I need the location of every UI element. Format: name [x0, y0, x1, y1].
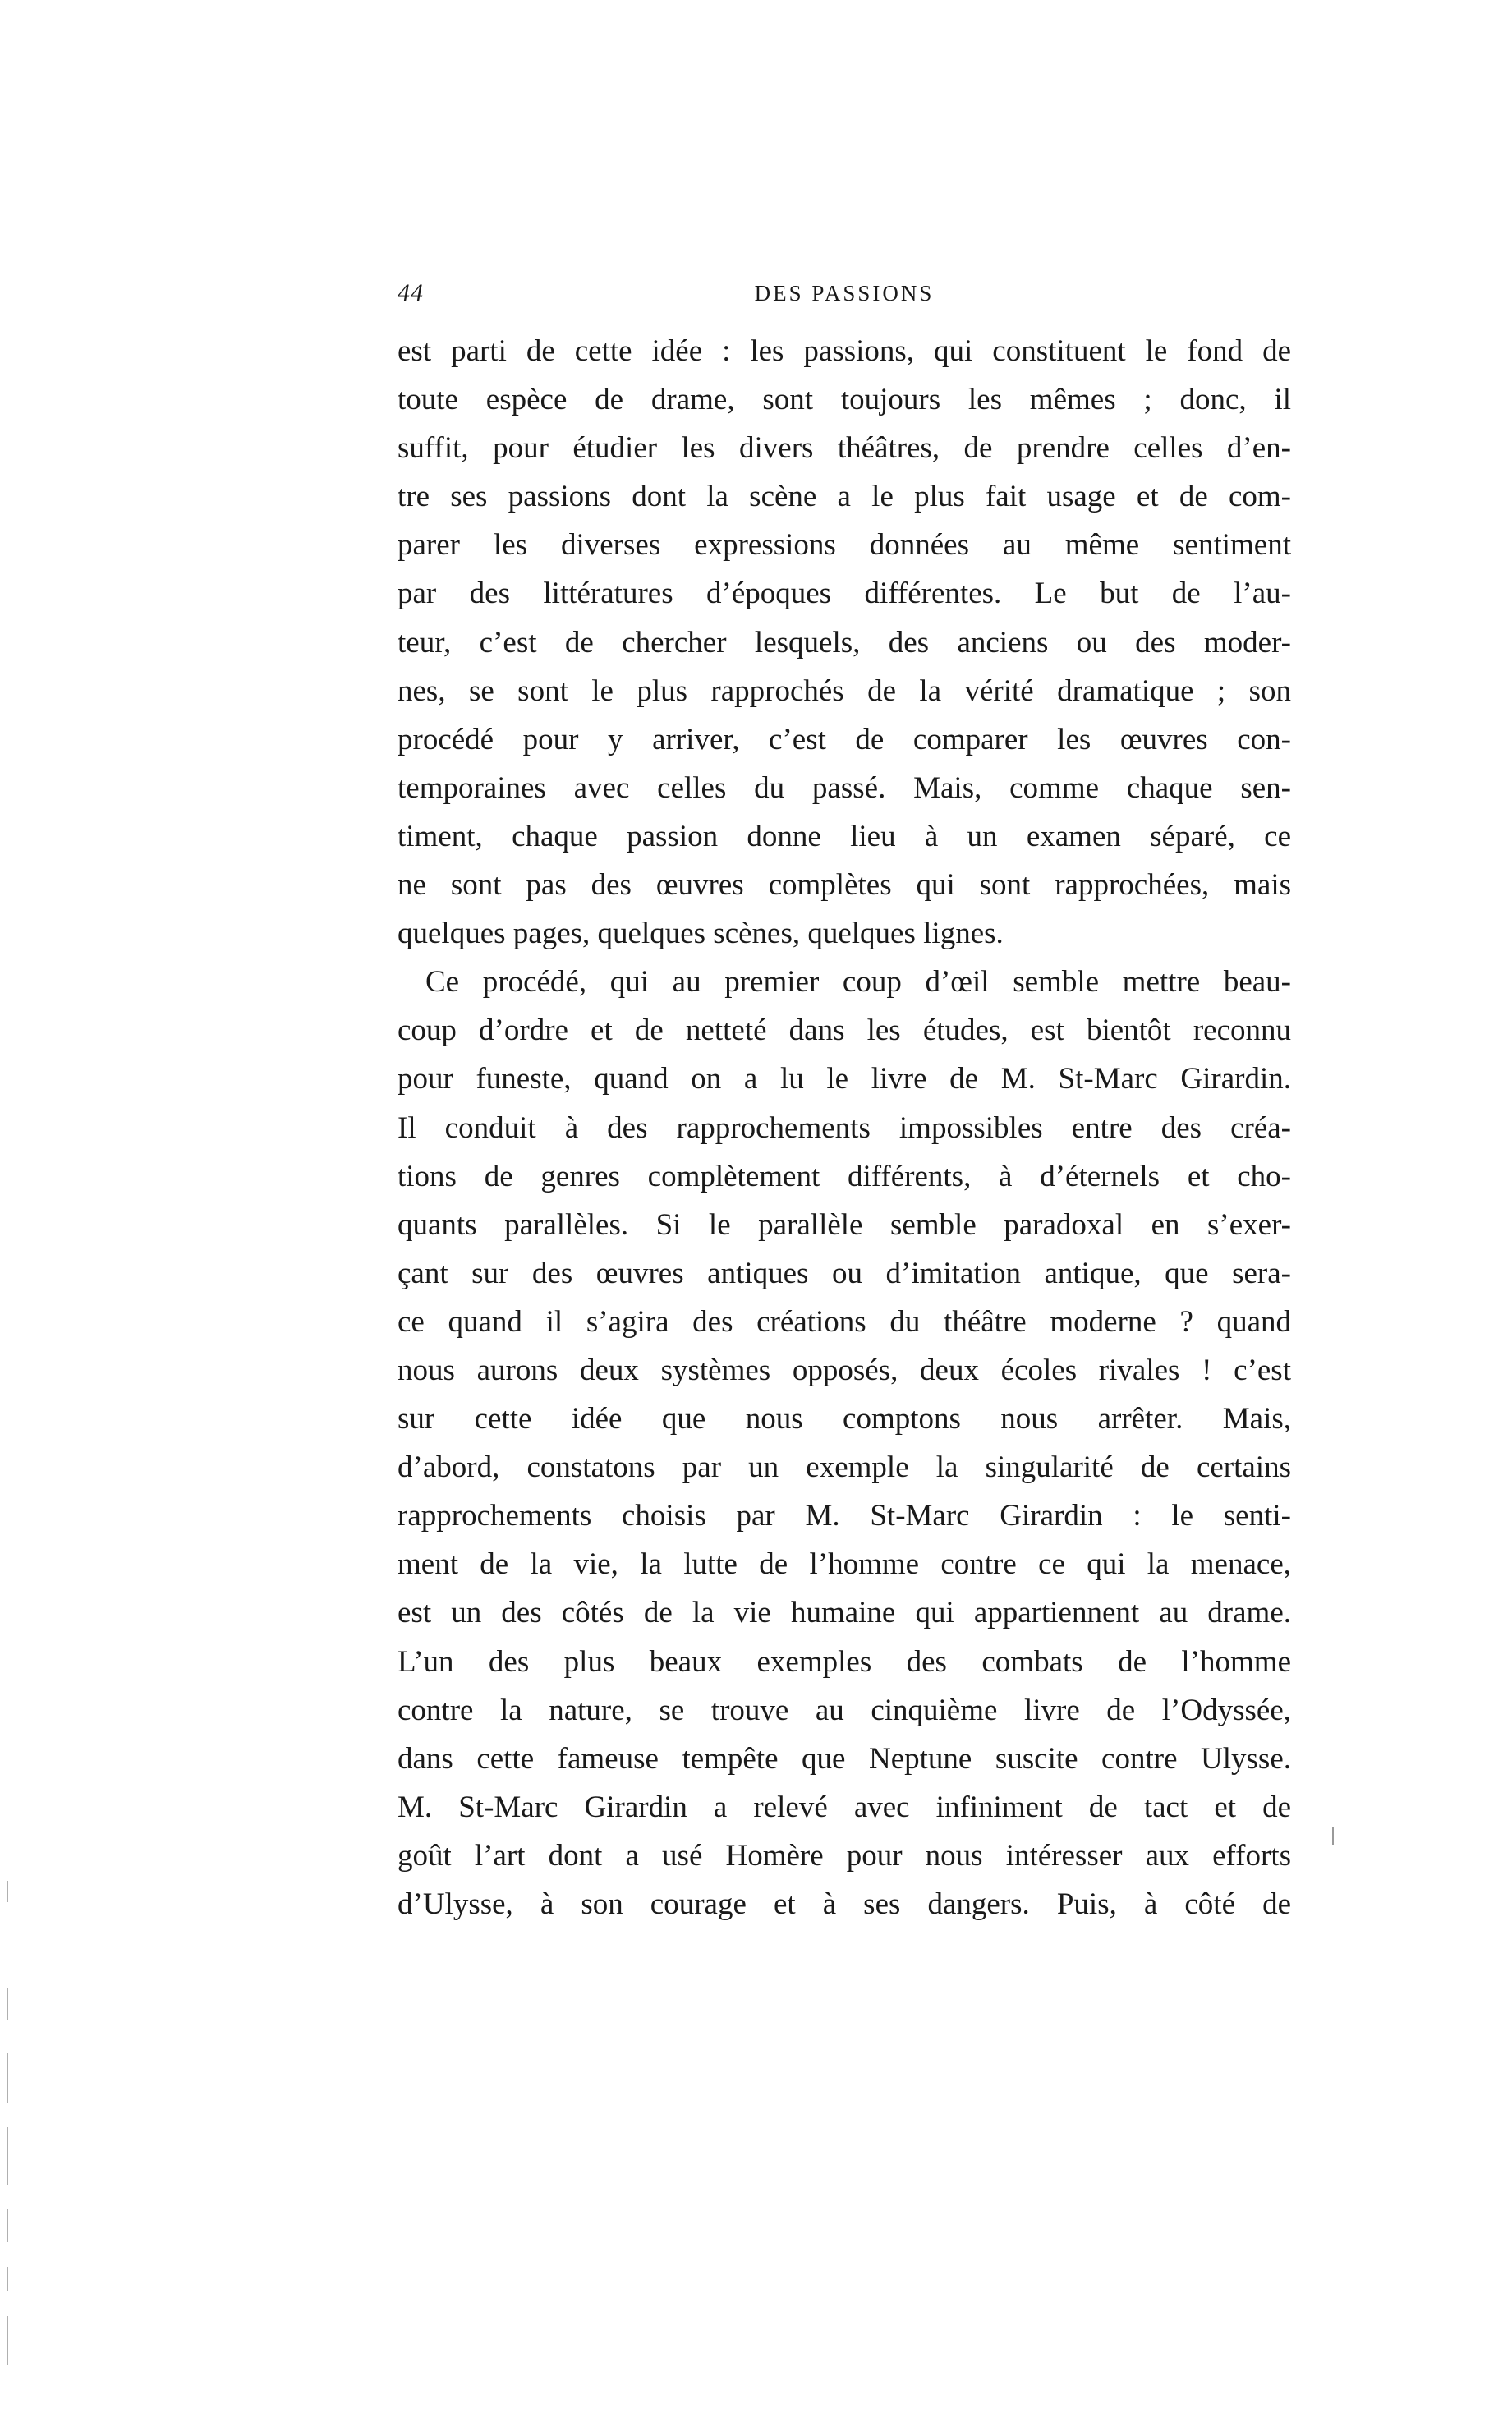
text-line: goût l’art dont a usé Homère pour nous intéresser aux efforts — [398, 1838, 1291, 1873]
paragraph-2 — [398, 958, 1291, 1928]
text-line: sur cette idée que nous comptons nous arrêter. Mais, — [398, 1402, 1291, 1436]
text-line: M. St-Marc Girardin a relevé avec infiniment de tact et de — [398, 1790, 1291, 1824]
text-line: nous aurons deux systèmes opposés, deux écoles rivales ! c’est — [398, 1353, 1291, 1387]
text-line: toute espèce de drame, sont toujours les mêmes ; donc, il — [398, 383, 1291, 417]
text-line: nes, se sont le plus rapprochés de la vérité dramatique ; son — [398, 673, 1291, 708]
text-line: tions de genres complètement différents, à d’éternels et cho- — [398, 1159, 1291, 1193]
text-line: L’un des plus beaux exemples des combats de l’homme — [398, 1644, 1291, 1679]
text-line: suffit, pour étudier les divers théâtres, de prendre celles d’en- — [398, 431, 1291, 466]
text-line: temporaines avec celles du passé. Mais, comme chaque sen- — [398, 770, 1291, 805]
text-line: coup d’ordre et de netteté dans les études, est bientôt reconnu — [398, 1014, 1291, 1048]
text-line: parer les diverses expressions données au même sentiment — [398, 528, 1291, 563]
page-number: 44 — [398, 279, 424, 306]
text-line: Ce procédé, qui au premier coup d’œil semble mettre beau- — [425, 965, 1291, 1000]
text-line: ne sont pas des œuvres complètes qui sont rapprochées, mais — [398, 868, 1291, 903]
text-line: timent, chaque passion donne lieu à un examen séparé, ce — [398, 819, 1291, 853]
text-line: ce quand il s’agira des créations du théâtre moderne ? quand — [398, 1304, 1291, 1339]
gutter-speck — [7, 2209, 8, 2242]
body-text — [398, 327, 1291, 1928]
gutter-speck — [7, 2053, 8, 2103]
text-line: pour funeste, quand on a lu le livre de M. St-Marc Girardin. — [398, 1062, 1291, 1096]
gutter-speck — [7, 1881, 8, 1902]
text-line: est un des côtés de la vie humaine qui appartiennent au drame. — [398, 1596, 1291, 1630]
margin-speck — [1332, 1827, 1334, 1845]
text-line: contre la nature, se trouve au cinquième livre de l’Odyssée, — [398, 1693, 1291, 1727]
gutter-speck — [7, 2267, 8, 2291]
text-line: dans cette fameuse tempête que Neptune suscite contre Ulysse. — [398, 1741, 1291, 1776]
text-line: d’Ulysse, à son courage et à ses dangers. Puis, à côté de — [398, 1887, 1291, 1921]
text-line: par des littératures d’époques différentes. Le but de l’au- — [398, 577, 1291, 611]
text-line: tre ses passions dont la scène a le plus fait usage et de com- — [398, 480, 1291, 514]
text-line: est parti de cette idée : les passions, qui constituent le fond de — [398, 334, 1291, 368]
text-line: quants parallèles. Si le parallèle semble paradoxal en s’exer- — [398, 1207, 1291, 1242]
gutter-speck — [7, 2127, 8, 2185]
running-title: DES PASSIONS — [754, 281, 935, 306]
text-line: ment de la vie, la lutte de l’homme contre ce qui la menace, — [398, 1547, 1291, 1582]
gutter-speck — [7, 2316, 8, 2365]
text-line: procédé pour y arriver, c’est de comparer les œuvres con- — [398, 722, 1291, 756]
text-line: çant sur des œuvres antiques ou d’imitation antique, que sera- — [398, 1256, 1291, 1290]
gutter-speck — [7, 1988, 8, 2020]
text-line: d’abord, constatons par un exemple la singularité de certains — [398, 1450, 1291, 1485]
text-line: rapprochements choisis par M. St-Marc Girardin : le senti- — [398, 1499, 1291, 1533]
text-line: teur, c’est de chercher lesquels, des anciens ou des moder- — [398, 625, 1291, 660]
running-head — [398, 279, 1291, 312]
text-line: quelques pages, quelques scènes, quelques lignes. — [398, 917, 1004, 951]
text-line: Il conduit à des rapprochements impossibles entre des créa- — [398, 1110, 1291, 1145]
paragraph-1 — [398, 327, 1291, 958]
